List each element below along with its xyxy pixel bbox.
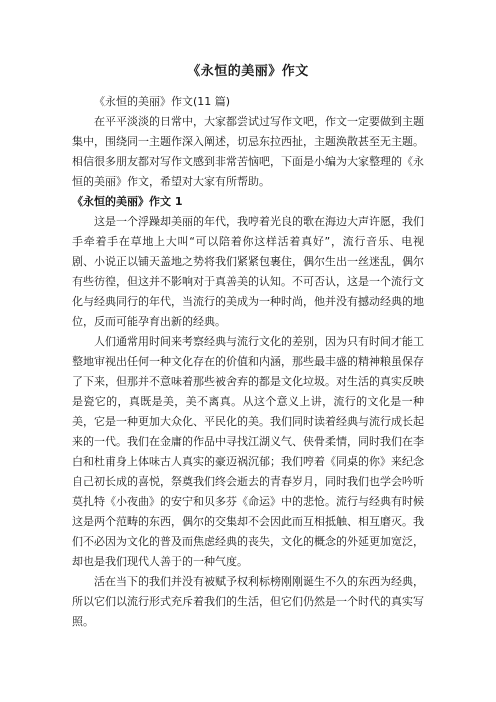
intro-subtitle: 《永恒的美丽》作文(11 篇) xyxy=(94,95,231,108)
intro-paragraph: 在平平淡淡的日常中，大家都尝试过写作文吧，作文一定要做到主题集中，围绕同一主题作深入阐述，切忌东拉西扯，主题涣散甚至无主题。相信很多朋友都对写作文感到非常苦恼吧，下面是小编为大家整理的《永恒的美丽》作文，希望对大家有所帮助。 xyxy=(72,115,424,188)
body-paragraph-3: 活在当下的我们并没有被赋予权利标榜刚刚诞生不久的东西为经典，所以它们以流行形式充斥着我们的生活，但它们仍然是一个时代的真实写照。 xyxy=(72,575,424,628)
body-paragraph-2: 人们通常用时间来考察经典与流行文化的差别，因为只有时间才能工整地审视出任何一种文化存在的价值和内涵，那些最丰盛的精神粮虽保存了下来，但那并不意味着那些被舍弃的都是文化垃圾。对生活的真实反映是瓷它的，真既是美，美不离真。从这个意义上讲，流行的文化是一种美，它是一种更加大众化、平民化的美。我们同时读着经典与流行成长起来的一代。我们在金庸的作品中寻找江湖义气、侠骨柔情，同时我们在李白和杜甫身上体味古人真实的豪迈祸沉郁；我们哼着《同桌的你》来纪念自己初长成的喜悦，祭奠我们终会逝去的青春岁月，同时我们也学会吟听莫扎特《小夜曲》的安宁和贝多芬《命运》中的悲怆。流行与经典有时候这是两个范畴的东西，偶尔的交集却不会因此而互相抵触、相互磨灭。我们不必因为文化的普及而焦虑经典的丧失，文化的概念的外延更加宽泛，却也是我们现代人善于的一种气度。 xyxy=(72,335,424,568)
section-heading: 《永恒的美丽》作文 1 xyxy=(72,195,183,208)
body-paragraph-1: 这是一个浮躁却美丽的年代，我哼着光良的歌在海边大声许愿，我们手牵着手在草地上大叫“可以陪着你这样活着真好”，流行音乐、电视剧、小说正以铺天盖地之势将我们紧紧包裹住，偶尔生出一丝迷乱，偶尔有些彷徨，但这并不影响对于真善美的认知。不可否认，这是一个流行文化与经典同行的年代，当流行的美成为一种时尚，他并没有撼动经典的地位，反而可能孕育出新的经典。 xyxy=(72,215,424,328)
document-title: 《永恒的美丽》作文 xyxy=(187,64,309,79)
